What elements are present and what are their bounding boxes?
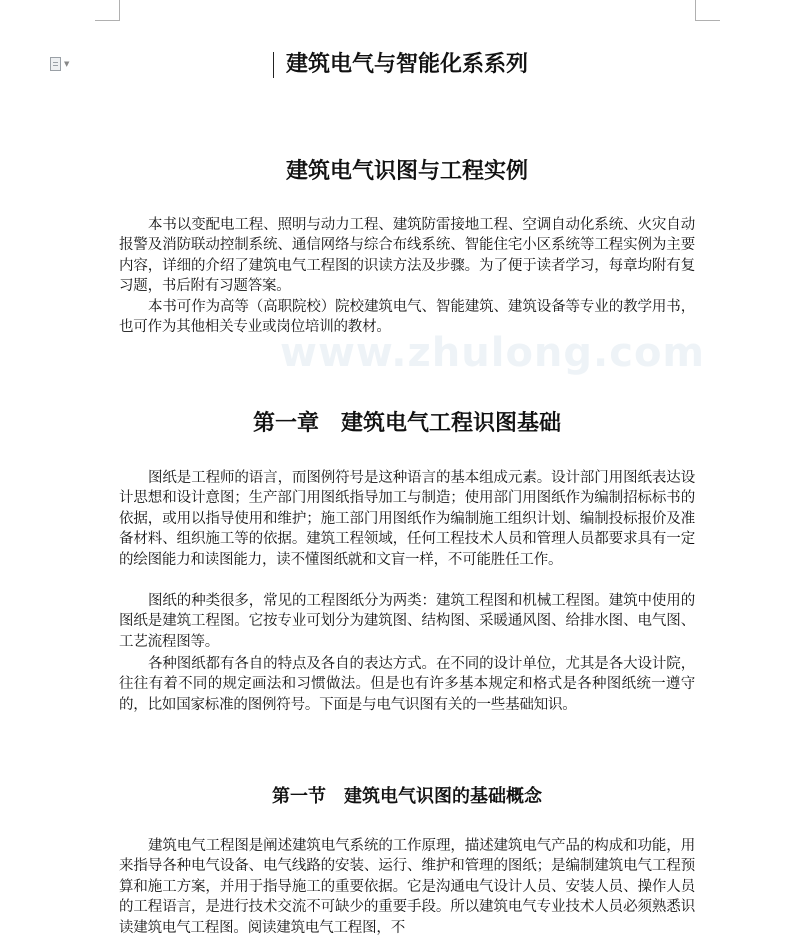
section-paragraph-1: 建筑电气工程图是阐述建筑电气系统的工作原理，描述建筑电气产品的构成和功能，用来指导各种电气设备、电气线路的安装、运行、维护和管理的图纸；是编制建筑电气工程预算和施工方案，并用于指导施工的重要依据。它是沟通电气设计人员、安装人员、操作人员的工程语言，是进行技术交流不可缺少的重要手段。所以建筑电气专业技术人员必须熟悉识读建筑电气工程图。阅读建筑电气工程图，不	[119, 838, 695, 936]
section-title: 第一节 建筑电气识图的基础概念	[272, 786, 542, 807]
book-title: 建筑电气识图与工程实例	[285, 159, 528, 184]
document-menu-icon[interactable]	[50, 56, 80, 72]
watermark: www.zhulong.com	[280, 330, 706, 376]
intro-paragraph-2: 本书可作为高等（高职院校）院校建筑电气、智能建筑、建筑设备等专业的教学用书，也可作为其他相关专业或岗位培训的教材。	[119, 299, 695, 336]
chapter-paragraph-1: 图纸是工程师的语言，而图例符号是这种语言的基本组成元素。设计部门用图纸表达设计思想和设计意图；生产部门用图纸指导加工与制造；使用部门用图纸作为编制招标标书的依据，或用以指导使用和维护；施工部门用图纸作为编制施工组织计划、编制投标报价及准备材料、组织施工等的依据。建筑工程领域，任何工程技术人员和管理人员都要求具有一定的绘图能力和读图能力，读不懂图纸就和文盲一样，不可能胜任工作。	[119, 470, 695, 568]
chapter-title: 第一章 建筑电气工程识图基础	[252, 411, 561, 436]
chapter-paragraph-2: 图纸的种类很多，常见的工程图纸分为两类：建筑工程图和机械工程图。建筑中使用的图纸是建筑工程图。它按专业可划分为建筑图、结构图、采暖通风图、给排水图、电气图、工艺流程图等。	[119, 593, 695, 650]
chapter-paragraph-3: 各种图纸都有各自的特点及各自的表达方式。在不同的设计单位，尤其是各大设计院，往往有着不同的规定画法和习惯做法。但是也有许多基本规定和格式是各种图纸统一遵守的，比如国家标准的图例符号。下面是与电气识图有关的一些基础知识。	[119, 656, 695, 713]
document-icon	[50, 57, 61, 71]
page-corner-top-right	[695, 0, 720, 21]
series-title: 建筑电气与智能化系系列	[285, 52, 528, 77]
caret-down-icon: ▼	[64, 60, 70, 68]
intro-paragraph-1: 本书以变配电工程、照明与动力工程、建筑防雷接地工程、空调自动化系统、火灾自动报警及消防联动控制系统、通信网络与综合布线系统、智能住宅小区系统等工程实例为主要内容，详细的介绍了建筑电气工程图的识读方法及步骤。为了便于读者学习，每章均附有复习题，书后附有习题答案。	[119, 217, 695, 295]
page-corner-top-left	[95, 0, 120, 21]
